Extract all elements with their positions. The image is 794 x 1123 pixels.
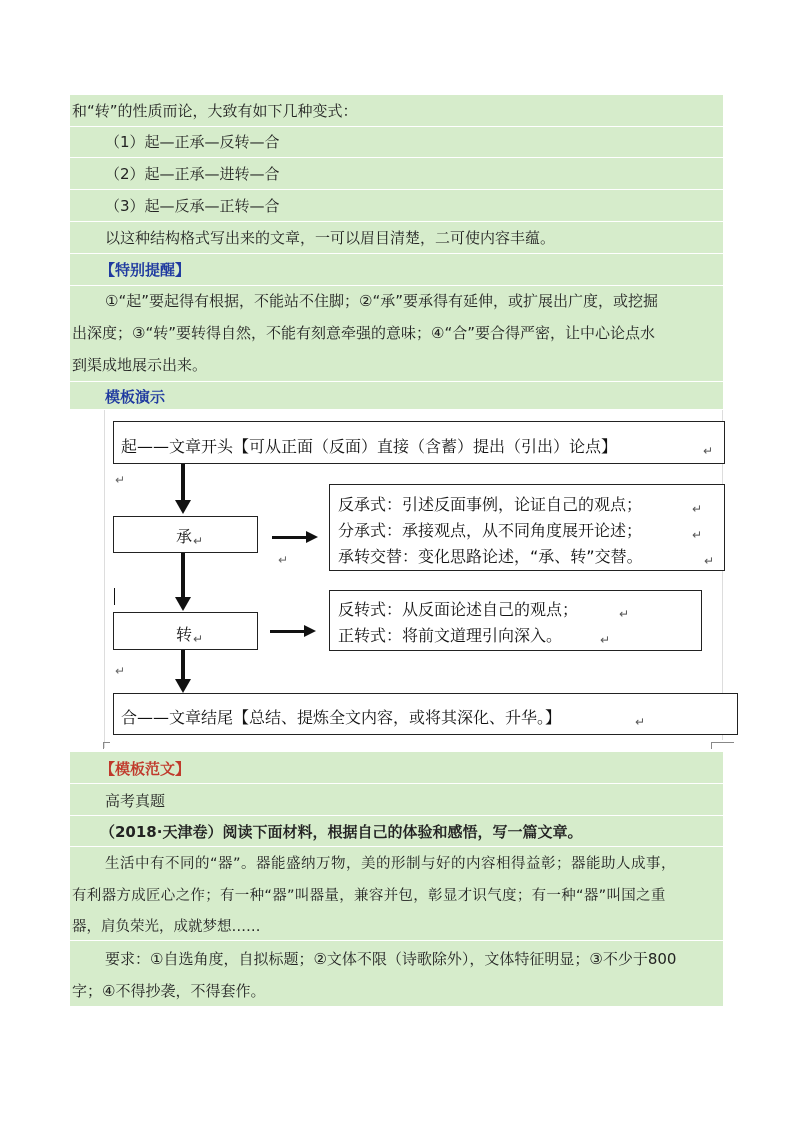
material-line: 生活中有不同的“器”。器能盛纳万物，美的形制与好的内容相得益彰；器能助人成事，: [105, 856, 677, 872]
question-line: （2018·天津卷）阅读下面材料，根据自己的体验和感悟，写一篇文章。: [100, 823, 583, 841]
return-mark: ↵: [635, 715, 646, 729]
zhuan-desc-line: 反转式：从反面论述自己的观点；: [338, 600, 579, 619]
cheng-desc-line: 反承式：引述反面事例，论证自己的观点；: [338, 495, 643, 514]
cheng-label: 承: [176, 527, 193, 546]
corner-mark: [103, 742, 110, 749]
arrow-down-head: [175, 500, 191, 514]
return-mark: ↵: [115, 664, 126, 678]
requirements-line: 字；④不得抄袭，不得套作。: [72, 982, 266, 1000]
zhuan-label: 转: [176, 625, 193, 644]
variant-1: （1）起—正承—反转—合: [105, 133, 280, 151]
corner-mark: [711, 742, 734, 749]
end-box-text: 合——文章结尾【总结、提炼全文内容，或将其深化、升华。】: [121, 708, 562, 727]
variant-3: （3）起—反承—正转—合: [105, 197, 280, 215]
return-mark: ↵: [619, 607, 630, 621]
reminder-line: 到渠成地展示出来。: [72, 356, 208, 374]
reminder-line: 出深度；③“转”要转得自然，不能有刻意牵强的意味；④“合”要合得严密，让中心论点水: [72, 324, 655, 342]
material-line: 有利器方成匠心之作；有一种“器”叫器量，兼容并包，彰显才识气度；有一种“器”叫国之重: [72, 888, 666, 904]
start-box-text: 起——文章开头【可从正面（反面）直接（含蓄）提出（引出）论点】: [121, 437, 618, 456]
arrow-down-head: [175, 597, 191, 611]
zhuan-desc-line: 正转式：将前文道理引向深入。: [338, 626, 563, 645]
arrow-down: [181, 650, 185, 681]
cheng-desc-line: 分承式：承接观点，从不同角度展开论述；: [338, 521, 643, 540]
reminder-line: ①“起”要起得有根据，不能站不住脚；②“承”要承得有延伸，或扩展出广度，或挖掘: [105, 292, 658, 310]
return-mark: ↵: [692, 528, 703, 542]
row-separator: [70, 940, 723, 941]
reminder-heading: 【特别提醒】: [100, 261, 191, 279]
return-mark: ↵: [193, 632, 204, 646]
variant-2: （2）起—正承—进转—合: [105, 165, 280, 183]
arrow-right-head: [306, 531, 318, 543]
intro-line: 和“转”的性质而论，大致有如下几种变式：: [72, 102, 358, 120]
arrow-right: [270, 630, 306, 633]
return-mark: ↵: [115, 473, 126, 487]
sample-subheading: 高考真题: [105, 792, 166, 810]
arrow-right-head: [304, 625, 316, 637]
return-mark: ↵: [193, 534, 204, 548]
row-separator: [70, 815, 723, 816]
summary-line: 以这种结构格式写出来的文章，一可以眉目清楚，二可使内容丰蕴。: [105, 229, 556, 247]
arrow-right: [272, 536, 308, 539]
text-cursor: [114, 588, 115, 605]
return-mark: ↵: [692, 502, 703, 516]
return-mark: ↵: [704, 554, 715, 568]
arrow-down: [181, 464, 185, 502]
sample-heading: 【模板范文】: [100, 760, 191, 778]
return-mark: ↵: [600, 633, 611, 647]
arrow-down-head: [175, 679, 191, 693]
material-line: 器，肩负荣光，成就梦想……: [72, 919, 261, 935]
template-demo-heading: 模板演示: [105, 388, 166, 406]
frame-left-line: [104, 410, 105, 748]
return-mark: ↵: [703, 444, 714, 458]
arrow-down: [181, 553, 185, 599]
cheng-desc-line: 承转交替：变化思路论述，“承、转”交替。: [338, 547, 643, 566]
return-mark: ↵: [278, 553, 289, 567]
row-separator: [70, 783, 723, 784]
row-separator: [70, 846, 723, 847]
requirements-line: 要求：①自选角度，自拟标题；②文体不限（诗歌除外），文体特征明显；③不少于800: [105, 950, 677, 968]
